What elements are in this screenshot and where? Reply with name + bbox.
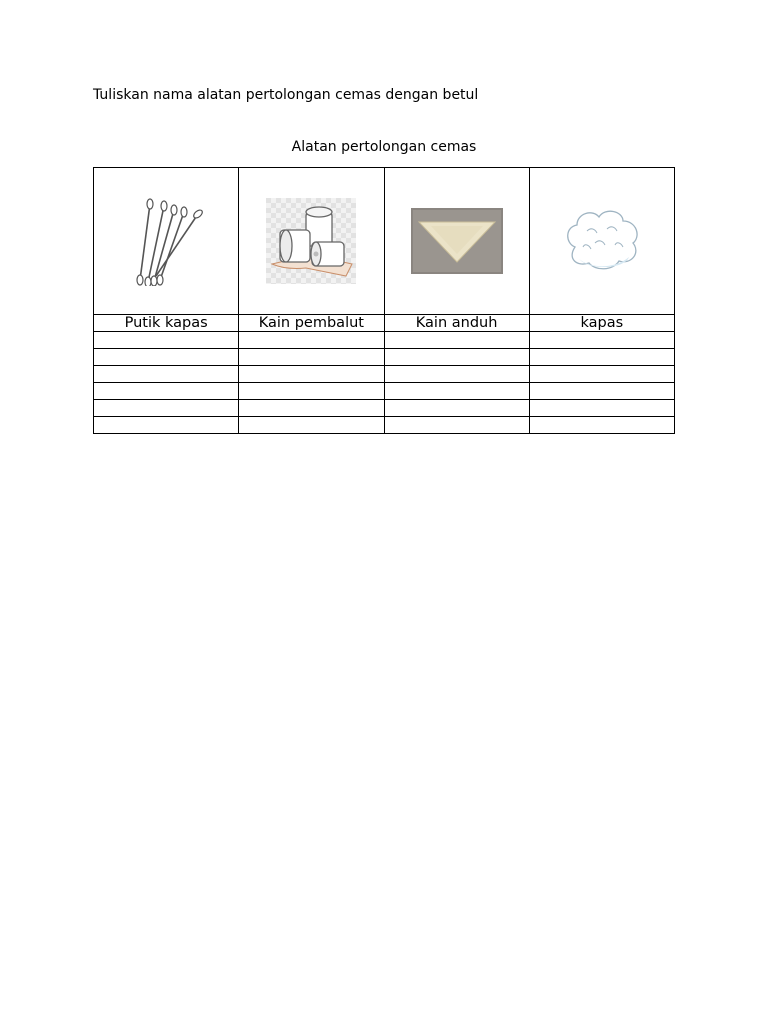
picture-cell [384,168,529,315]
blank-cell [384,349,529,366]
bandage-rolls-icon [266,198,356,284]
picture-cell [239,168,384,315]
blank-cell [239,366,384,383]
blank-cell [94,349,239,366]
blank-row [94,383,675,400]
blank-row [94,400,675,417]
blank-cell [94,366,239,383]
item-label: Kain pembalut [239,315,384,332]
label-row [94,315,675,332]
blank-cell [239,349,384,366]
cotton-ball-icon [557,203,647,279]
item-label: kapas [529,315,674,332]
blank-cell [529,349,674,366]
triangular-bandage-icon [411,208,503,274]
first-aid-tools-table [93,167,675,434]
blank-cell [94,383,239,400]
table-title: Alatan pertolongan cemas [291,139,477,155]
blank-cell [384,400,529,417]
blank-row [94,366,675,383]
blank-row [94,417,675,434]
picture-cell [94,168,239,315]
blank-cell [384,417,529,434]
blank-cell [529,417,674,434]
blank-cell [94,400,239,417]
blank-cell [384,366,529,383]
blank-cell [529,332,674,349]
item-label: Putik kapas [94,315,239,332]
blank-cell [94,332,239,349]
picture-row [94,168,675,315]
blank-row [94,349,675,366]
item-label: Kain anduh [384,315,529,332]
blank-cell [384,383,529,400]
blank-row [94,332,675,349]
picture-cell [529,168,674,315]
blank-cell [239,400,384,417]
cotton-swabs-icon [126,196,206,286]
blank-cell [529,400,674,417]
blank-cell [239,417,384,434]
blank-cell [529,383,674,400]
instruction-text: Tuliskan nama alatan pertolongan cemas dengan betul [93,87,479,103]
blank-cell [239,332,384,349]
blank-cell [239,383,384,400]
blank-cell [384,332,529,349]
blank-cell [94,417,239,434]
blank-cell [529,366,674,383]
